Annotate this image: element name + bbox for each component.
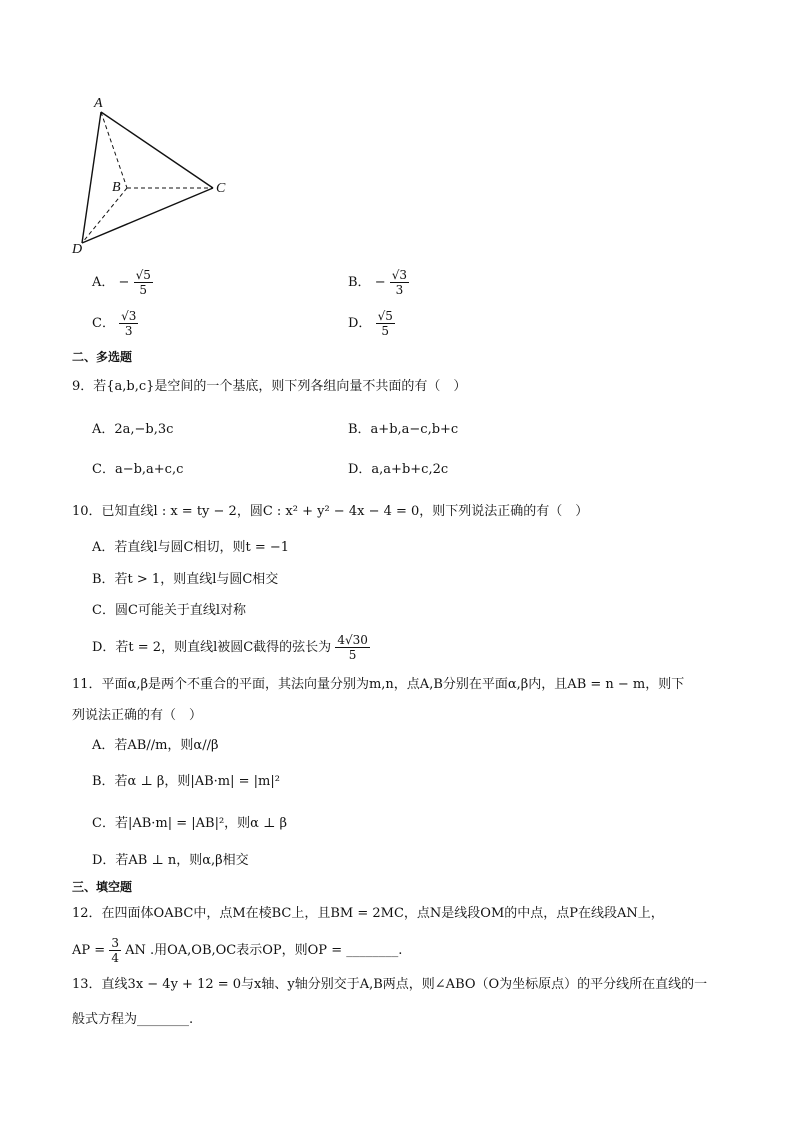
q9-option-d: D．a,a+b+c,2c [348, 462, 449, 477]
tetrahedron-figure [70, 95, 240, 265]
q8-option-a: A． − $\frac{√5}{5}$ [92, 268, 151, 297]
q8-option-b: B． − $\frac{√3}{3}$ [348, 268, 408, 297]
edge-AB [101, 112, 127, 188]
vertex-label-C: C [216, 181, 226, 196]
q11-option-a: A．若AB//m，则α//β [92, 738, 219, 753]
q10-stem: 10．已知直线l : x = ty − 2，圆C : x² + y² − 4x − 4 = 0，则下列说法正确的有（ ） [72, 504, 589, 519]
q11-stem-line2: 列说法正确的有（ ） [72, 708, 203, 723]
vertex-label-D: D [72, 242, 83, 257]
q8-option-d: D． $\frac{√5}{5}$ [348, 309, 393, 338]
vertex-label-B: B [112, 180, 121, 195]
q9-option-a: A．2a,−b,3c [92, 422, 174, 437]
q9-option-b: B．a+b,a−c,b+c [348, 422, 459, 437]
q11-option-c: C．若|AB·m| = |AB|²，则α ⊥ β [92, 816, 287, 831]
q12-stem-line2: AP = $\frac{3}{4}$ AN .用OA,OB,OC表示OP，则OP = ________. [72, 936, 403, 965]
q13-stem-line2: 般式方程为________. [72, 1012, 194, 1027]
q9-stem: 9．若{a,b,c}是空间的一个基底，则下列各组向量不共面的有（ ） [72, 379, 467, 394]
q10-option-d: D．若t = 2，则直线l被圆C截得的弦长为 $\frac{4√30}{5}$ [92, 633, 368, 662]
section-heading-fill-blank: 三、填空题 [72, 880, 133, 894]
q11-option-d: D．若AB ⊥ n，则α,β相交 [92, 853, 249, 868]
q9-option-c: C．a−b,a+c,c [92, 462, 184, 477]
q10-option-a: A．若直线l与圆C相切，则t = −1 [92, 540, 290, 555]
q8-option-c: C． $\frac{√3}{3}$ [92, 309, 137, 338]
edge-AC [101, 112, 213, 188]
q11-option-b: B．若α ⊥ β，则|AB·m| = |m|² [92, 774, 280, 789]
q12-stem-line1: 12．在四面体OABC中，点M在棱BC上，且BM = 2MC，点N是线段OM的中点，点P在线段AN上， [72, 906, 664, 921]
q10-option-c: C．圆C可能关于直线l对称 [92, 603, 247, 618]
edge-DC [82, 188, 213, 243]
section-heading-multi-choice: 二、多选题 [72, 350, 133, 364]
q10-option-b: B．若t > 1，则直线l与圆C相交 [92, 572, 279, 587]
vertex-label-A: A [94, 96, 103, 111]
q13-stem-line1: 13．直线3x − 4y + 12 = 0与x轴、y轴分别交于A,B两点，则∠ABO（O为坐标原点）的平分线所在直线的一 [72, 977, 708, 992]
q11-stem-line1: 11．平面α,β是两个不重合的平面，其法向量分别为m,n，点A,B分别在平面α,β内，且AB = n − m，则下 [72, 677, 685, 692]
